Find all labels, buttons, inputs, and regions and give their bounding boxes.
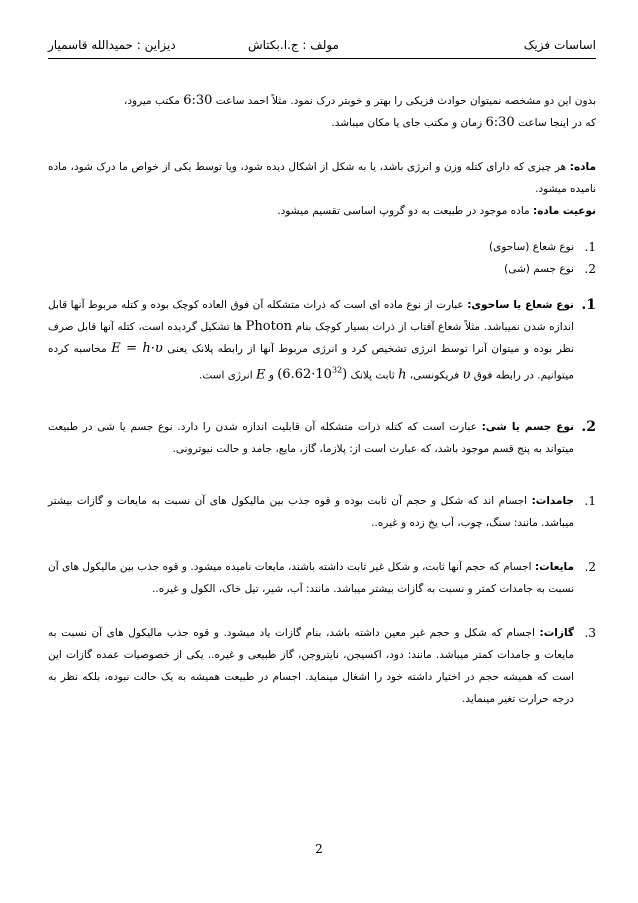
state-label: گازات:: [539, 627, 574, 640]
section-number: 1.: [581, 297, 596, 313]
state-label: جامدات:: [531, 495, 574, 508]
kinds-label: نوعیت ماده:: [533, 205, 596, 217]
planck-constant: [277, 367, 347, 382]
body-matter-label: نوع جسم یا شی:: [481, 421, 574, 434]
matter-text: هر چیزی که دارای کتله وزن و انرژی باشد، یا به شکل از اشکال دیده شود، ویا توسط یکی از خواص ما درک شود، ماده نامیده میشود.: [48, 161, 596, 195]
intro-text-4: زمان و مکتب جای یا مکان میباشد.: [331, 117, 486, 129]
kinds-text: ماده موجود در طبیعت به دو گروپ اساسی تقسیم میشود.: [277, 205, 533, 217]
list-number: 2.: [584, 262, 596, 276]
state-text: اجسام که حجم آنها ثابت، و شکل غیر ثابت داشته باشند، مایعات نامیده میشود. و قوه جذب بین مالیکول های آن نسبت به جامدات کمتر و نسبت به گازات بیشتر میباشد. مانند: آب، شیر، تیل خاک، الکول و غیره..: [48, 561, 574, 596]
intro-time-1: 6:30: [183, 93, 213, 108]
header-designer: دیزاین : حمیدالله قاسمیار: [48, 38, 176, 52]
list-text: نوع جسم (شی): [504, 263, 574, 275]
state-label: مایعات:: [534, 561, 574, 574]
radiation-text-1: عبارت از نوع ماده ای است که ذرات متشکله آن فوق العاده کوچک بوده و کتله مربوط آنها قابل اندازه شدن نمیباشد. مثلاً شعاع آفتاب از ذرات بسیار کوچک بنام: [48, 299, 574, 333]
state-text: اجسام که شکل و حجم غیر معین داشته باشد، بنام گازات یاد میشود. و قوه جذب مالیکول های آن نسبت به مایعات و جامدات کمتر میباشد. مانند: دود، اکسیجن، نایتروجن، گاز طبیعی و غیره.. یکی از خصوصیات عمده گازات این است که همیشه حجم در اختیار داشته خود را اشغال مینماید. اجسام در طبیعت همیشه به یک حالت نبوده، بلکه نظر به درجه حرارت تغیر مینماید.: [48, 627, 574, 706]
page-number: 2: [315, 842, 323, 856]
radiation-text-2: ها تشکیل گردیده است، کتله آنها قابل صرف نظر بوده و میتوان آنرا توسط انرژی تشخیص کرد و انرژی مربوط آنها از رابطه پلانک یعنی: [48, 321, 575, 355]
intro-text-2: مکتب میرود،: [123, 95, 184, 107]
list-number: 1.: [584, 240, 596, 254]
radiation-text-5: ثابت پلانک: [347, 369, 399, 382]
state-number: 3.: [584, 626, 596, 641]
kinds-list-item: [48, 258, 596, 280]
constant-exponent: 32: [331, 366, 343, 375]
header-author: مولف : ج.ا.بکتاش: [248, 38, 339, 52]
page-content: [48, 90, 596, 710]
constant-close: ): [342, 367, 348, 383]
radiation-section: [48, 294, 596, 386]
intro-text-1: بدون این دو مشخصه نمیتوان حوادث فزیکی را بهتر و خوبتر درک نمود. مثلاً احمد ساعت: [212, 95, 596, 107]
radiation-text-3: محاسبه کرده میتوانیم. در رابطه فوق: [48, 343, 574, 382]
list-text: نوع شعاع (ساحوی): [489, 241, 574, 253]
state-number: 1.: [584, 494, 596, 509]
constant-value: (6.62·10: [277, 367, 332, 383]
matter-definition: [48, 156, 596, 200]
state-text: اجسام اند که شکل و حجم آن ثابت بوده و قوه جذب بین مالیکول های آن نسبت به مایعات و گازات بیشتر میباشد. مانند: سنگ، چوب، آب یخ زده و غیره..: [48, 495, 574, 530]
radiation-text-6: و: [265, 369, 278, 382]
intro-paragraph: [48, 90, 596, 134]
intro-time-2: 6:30: [485, 115, 515, 130]
photon-term: Photon: [245, 319, 293, 334]
radiation-text-7: انرژی است.: [199, 369, 256, 382]
section-number: 2.: [581, 419, 596, 436]
radiation-label: نوع شعاع یا ساحوی:: [467, 299, 574, 311]
state-liquids: [48, 556, 596, 600]
matter-label: ماده:: [569, 161, 596, 173]
page-header: [48, 38, 596, 59]
state-gases: [48, 622, 596, 710]
radiation-text-4: فریکونسی،: [406, 369, 463, 382]
intro-text-3: که در اینجا ساعت: [514, 117, 596, 129]
kinds-list-item: [48, 236, 596, 258]
state-solids: [48, 490, 596, 534]
state-number: 2.: [584, 560, 596, 575]
body-matter-text: عبارت است که کتله ذرات متشکله آن قابلیت اندازه شدن را دارد. نوع جسم یا شی در طبیعت میتواند به پنج قسم موجود باشد، که عبارت است از: پلازما، گاز، مایع، جامد و حالت نیوترونی.: [48, 421, 574, 456]
header-book-title: اساسات فزیک: [523, 38, 596, 52]
planck-formula: E = h·υ: [111, 341, 163, 356]
energy-symbol: E: [255, 367, 266, 383]
kinds-paragraph: [48, 200, 596, 222]
body-matter-section: [48, 416, 596, 460]
planck-symbol: h: [398, 367, 407, 383]
frequency-symbol: υ: [462, 367, 471, 383]
